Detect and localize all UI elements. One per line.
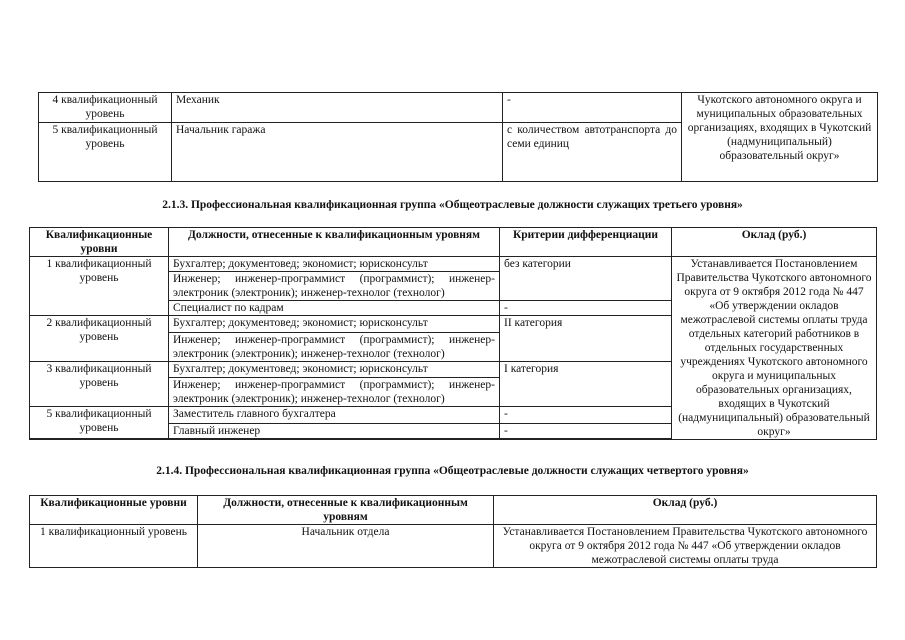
section-title: 2.1.3. Профессиональная квалификационная группа «Общеотраслевые должности служащих третьего уровня» — [162, 199, 743, 211]
salary-cell: Устанавливается Постановлением Правительства Чукотского автономного округа от 9 октября 2012 года № 447 «Об утверждении окладов межотраслевой системы оплаты труда — [494, 525, 877, 568]
table-row — [30, 525, 877, 568]
table-row — [30, 257, 877, 272]
position-cell: Заместитель главного бухгалтера — [169, 407, 500, 424]
level-cell: 2 квалификационный уровень — [30, 316, 169, 362]
qualification-table-214 — [29, 495, 877, 568]
criteria-cell: II категория — [500, 316, 672, 362]
position-cell: Главный инженер — [169, 424, 500, 439]
criteria-cell: без категории — [500, 257, 672, 301]
header-level: Квалификационные уровни — [30, 496, 198, 525]
level-cell: 5 квалификационный уровень — [30, 407, 169, 439]
section-title: 2.1.4. Профессиональная квалификационная группа «Общеотраслевые должности служащих четвертого уровня» — [156, 465, 749, 477]
top-table — [38, 92, 878, 182]
criteria-cell: - — [500, 301, 672, 316]
position-cell: Начальник отдела — [198, 525, 494, 568]
position-cell: Механик — [172, 93, 503, 123]
header-salary: Оклад (руб.) — [672, 228, 877, 257]
header-criteria: Критерии дифференциации — [500, 228, 672, 257]
criteria-cell: - — [500, 424, 672, 439]
salary-cell: Чукотского автономного округа и муниципальных образовательных организациях, входящих в Чукотский (надмуниципальный) образовательный округ» — [682, 93, 878, 182]
header-position: Должности, отнесенные к квалификационным уровням — [169, 228, 500, 257]
position-cell: Инженер; инженер-программист (программист); инженер-электроник (электроник); инженер-технолог (технолог) — [169, 272, 500, 301]
criteria-cell: с количеством автотранспорта до семи единиц — [503, 123, 682, 182]
qualification-table-213 — [29, 227, 877, 440]
header-salary: Оклад (руб.) — [494, 496, 877, 525]
level-cell: 4 квалификационный уровень — [39, 93, 172, 123]
position-cell: Начальник гаража — [172, 123, 503, 182]
position-cell: Бухгалтер; документовед; экономист; юрисконсульт — [169, 257, 500, 272]
criteria-cell: I категория — [500, 361, 672, 407]
table-header-row — [30, 228, 877, 257]
table-row — [39, 93, 878, 123]
criteria-cell: - — [500, 407, 672, 424]
position-cell: Специалист по кадрам — [169, 301, 500, 316]
header-level: Квалификационные уровни — [30, 228, 169, 257]
position-cell: Бухгалтер; документовед; экономист; юрисконсульт — [169, 316, 500, 333]
level-cell: 5 квалификационный уровень — [39, 123, 172, 182]
salary-cell: Устанавливается Постановлением Правительства Чукотского автономного округа от 9 октября 2012 года № 447 «Об утверждении окладов межотраслевой системы оплаты труда отдельных категорий работников в отдельных государственных учреждениях Чукотского автономного округа и муниципальных образовательных организациях, входящих в Чукотский (надмуниципальный) образовательный округ» — [672, 257, 877, 440]
criteria-cell: - — [503, 93, 682, 123]
position-cell: Инженер; инженер-программист (программист); инженер-электроник (электроник); инженер-технолог (технолог) — [169, 378, 500, 407]
position-cell: Инженер; инженер-программист (программист); инженер-электроник (электроник); инженер-технолог (технолог) — [169, 332, 500, 361]
level-cell: 3 квалификационный уровень — [30, 361, 169, 407]
position-cell: Бухгалтер; документовед; экономист; юрисконсульт — [169, 361, 500, 378]
level-cell: 1 квалификационный уровень — [30, 525, 198, 568]
header-position: Должности, отнесенные к квалификационным уровням — [198, 496, 494, 525]
table-header-row — [30, 496, 877, 525]
level-cell: 1 квалификационный уровень — [30, 257, 169, 316]
